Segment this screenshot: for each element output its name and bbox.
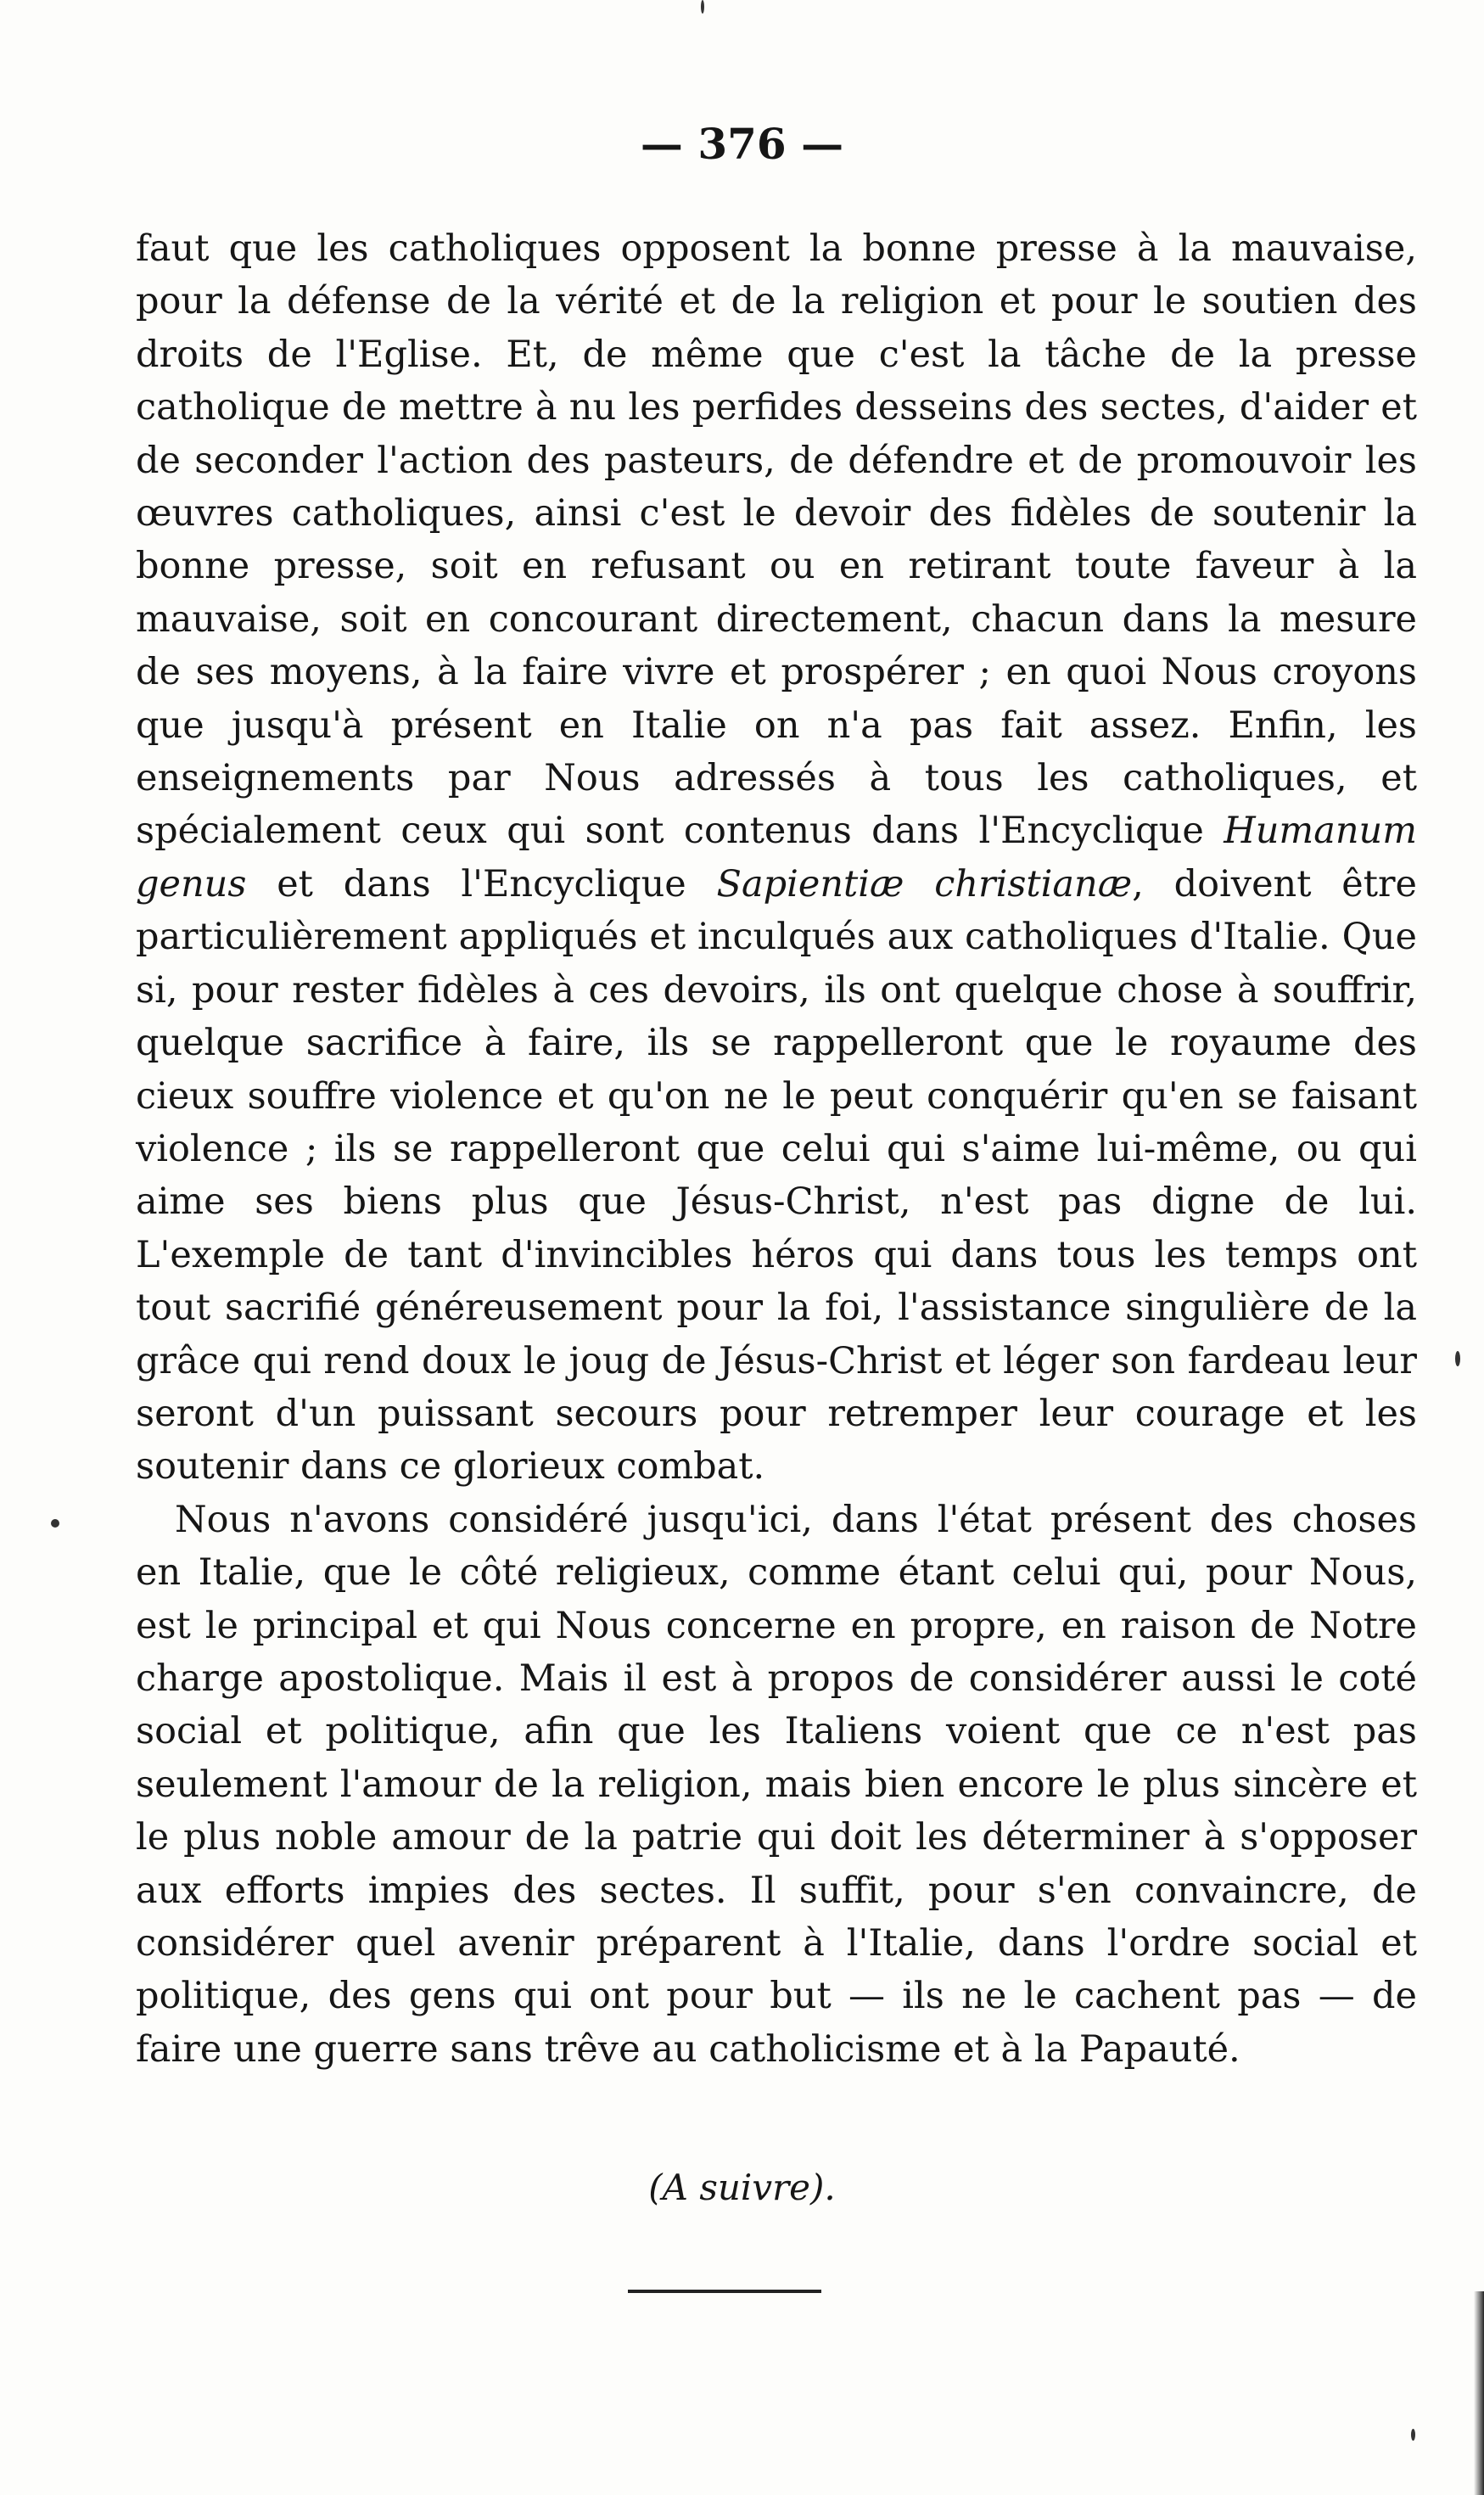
- paragraph-text: et dans l'Encyclique: [277, 862, 686, 905]
- paragraph: [136, 222, 1417, 1494]
- paragraph-text: faut que les catholiques opposent la bonne presse à la mauvaise, pour la défense de la vérité et de la religion et pour le soutien des droits de l'Eglise. Et, de même que c'est la tâche de la presse catholique de mettre à nu les perfides desseins des sectes, d'aider et de seconder l'action des pasteurs, de défendre et de promouvoir les œuvres catholiques, ainsi c'est le devoir des fidèles de soutenir la bonne presse, soit en refusant ou en retirant toute faveur à la mauvaise, soit en concourant directement, chacun dans la mesure de ses moyens, à la faire vivre et prospérer ; en quoi Nous croyons que jusqu'à présent en Italie on n'a pas fait assez. Enfin, les enseignements par Nous adressés à tous les catholiques, et spécialement ceux qui sont contenus dans l'Encyclique: [136, 227, 1417, 853]
- continued-note: (A suivre).: [648, 2167, 836, 2208]
- ink-speck: [1411, 2429, 1415, 2441]
- ink-speck: [1455, 1351, 1460, 1366]
- body-text: [136, 222, 1417, 2076]
- paragraph: Nous n'avons considéré jusqu'ici, dans l'état présent des choses en Italie, que le côté religieux, comme étant celui qui, pour Nous, est le principal et qui Nous concerne en propre, en raison de Notre charge apostolique. Mais il est à propos de considérer aussi le coté social et politique, afin que les Italiens voient que ce n'est pas seulement l'amour de la religion, mais bien encore le plus sincère et le plus noble amour de la patrie qui doit les déterminer à s'opposer aux efforts impies des sectes. Il suffit, pour s'en convaincre, de considérer quel avenir préparent à l'Italie, dans l'ordre social et politique, des gens qui ont pour but — ils ne le cachent pas — de faire une guerre sans trêve au catholicisme et à la Papauté.: [136, 1498, 1417, 2071]
- encyclical-title: Humanum genus: [136, 810, 1417, 905]
- section-rule: [628, 2290, 821, 2293]
- ink-speck: [51, 1519, 59, 1528]
- page-edge-shadow: [1474, 2291, 1484, 2495]
- encyclical-title: Sapientiæ christianæ: [716, 862, 1133, 905]
- page-number: — 376 —: [640, 119, 844, 169]
- paragraph-text: , doivent être particulièrement appliqués et inculqués aux catholiques d'Italie. Que si, pour rester fidèles à ces devoirs, ils ont quelque chose à souffrir, quelque sacrifice à faire, ils se rappelleront que le royaume des cieux souffre violence et qu'on ne le peut conquérir qu'en se faisant violence ; ils se rappelleront que celui qui s'aime lui-même, ou qui aime ses biens plus que Jésus-Christ, n'est pas digne de lui. L'exemple de tant d'invincibles héros qui dans tous les temps ont tout sacrifié généreusement pour la foi, l'assistance singulière de la grâce qui rend doux le joug de Jésus-Christ et léger son fardeau leur seront d'un puissant secours pour retremper leur courage et les soutenir dans ce glorieux combat.: [136, 862, 1418, 1489]
- ink-speck: [701, 0, 704, 14]
